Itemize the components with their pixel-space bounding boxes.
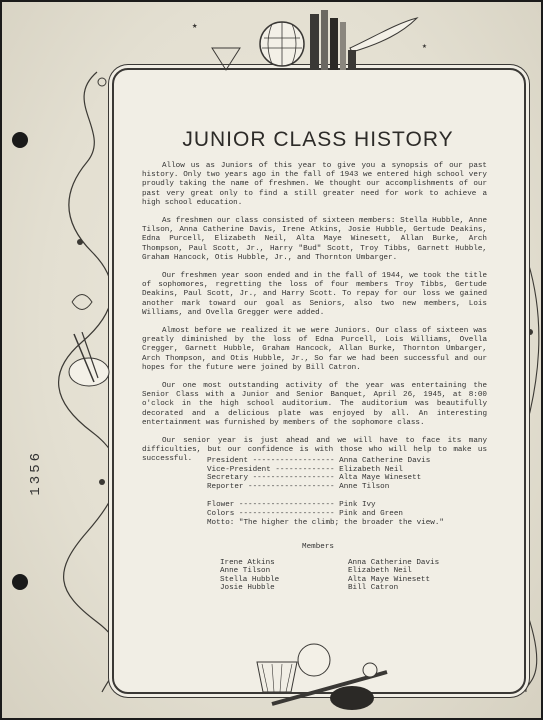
paragraph: Allow us as Juniors of this year to give you a synopsis of our past history. Only two years ago in the fall of 1943 we entered high school very proudly taking the name of freshmen. We thought our accomplishments of our past very great only to find a still greater need for work to achieve a high school education. [142,162,487,207]
member-right: Anna Catherine Davis [348,559,440,567]
members-list [220,559,500,593]
members-heading: Members [302,543,334,551]
paragraph: Our freshmen year soon ended and in the fall of 1944, we took the title of sophomores, regretting the loss of four members Troy Tibbs, Gertude Deakins, Paul Scott, Jr., and Harry Scott. To repay for our loss we gained another mark toward our goal as Seniors, also two new members, Lois Williams, and Ovella Gregger were added. [142,272,487,317]
paragraph: As freshmen our class consisted of sixteen members: Stella Hubble, Anne Tilson, Anna Catherine Davis, Irene Atkins, Josie Hubble, Gertude Deakins, Edna Purcell, Elizabeth Neil, Alta Maye Winesett, Allan Burke, Arch Thompson, Paul Scott, Jr., Harry "Bud" Scott, Troy Tibbs, Garnett Hubble, Graham Hancock, Otis Hubble, Jr., and Thornton Umbarger. [142,217,487,262]
page-title: JUNIOR CLASS HISTORY [182,128,454,151]
member-left: Stella Hubble [220,575,280,584]
member-left: Irene Atkins [220,559,275,567]
svg-text:★: ★ [422,42,427,51]
paragraph: Our one most outstanding activity of the year was entertaining the Senior Class with a Junior and Senior Banquet, April 26, 1945, at 8:00 o'clock in the high school auditorium. The auditorium was beautifully decorated and a delicious plate was enjoyed by all. An interesting entertainment was furnished by members of the sophomore class. [142,382,487,427]
officer-vice-president: Vice-President ------------- Elizabeth Neil [207,465,403,474]
officer-president: President ------------------ Anna Catherine Davis [207,457,431,465]
class-colors: Colors --------------------- Pink and Green [207,509,403,518]
class-motto: Motto: "The higher the climb; the broader the view." [207,518,444,527]
officer-reporter: Reporter ------------------- Anne Tilson [207,482,390,491]
books-globe-quill-illustration [182,8,442,76]
member-right: Elizabeth Neil [348,567,412,576]
history-text [142,162,487,474]
member-right: Alta Maye Winesett [348,575,431,584]
paragraph: Our senior year is just ahead and we will have to face its many difficulties, but our confidence is with those who will help to make us successful. [142,437,487,464]
member-right: Bill Catron [348,584,399,593]
member-left: Anne Tilson [220,567,271,576]
svg-text:★: ★ [192,21,198,31]
member-left: Josie Hubble [220,584,275,593]
sports-equipment-illustration [252,642,392,717]
class-flower: Flower --------------------- Pink Ivy [207,501,376,510]
paragraph: Almost before we realized it we were Juniors. Our class of sixteen was greatly diminished by the loss of Edna Purcell, Lois Williams, Ovella Cregger, Garnett Hubble, Graham Hancock, Allan Burke, Thornton Umbarger, Arch Thompson, and Otis Hubble, Jr., So far we had been successful and our hopes for the future were joined by Bill Catron. [142,327,487,372]
binder-hole-top [12,132,28,148]
paint-palette-illustration [64,332,114,392]
page-number: 1356 [28,450,44,496]
binder-hole-bottom [12,574,28,590]
officer-secretary: Secretary ------------------ Alta Maye Winesett [207,474,422,483]
officers-list [207,457,507,527]
